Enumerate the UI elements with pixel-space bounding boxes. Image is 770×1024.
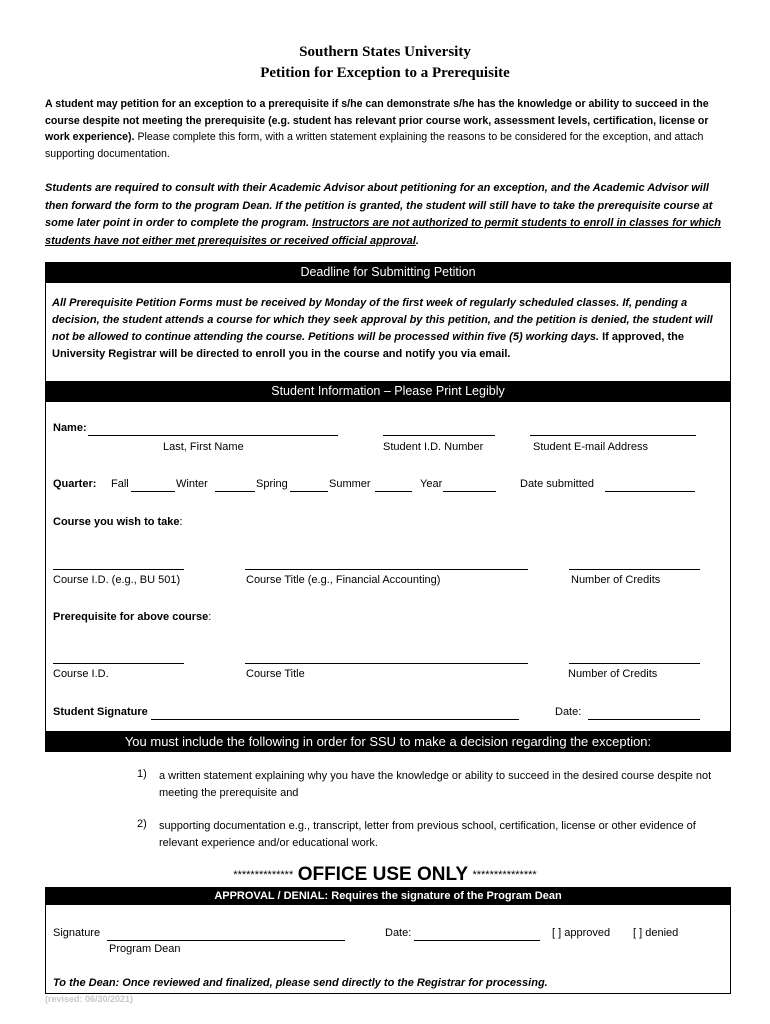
form-title: Petition for Exception to a Prerequisite [260, 65, 510, 81]
denied-checkbox[interactable]: [ ] denied [633, 927, 679, 939]
requirement-1-text: a written statement explaining why you have the knowledge or ability to succeed in the desired course despite not meeting the prerequisite and [159, 770, 712, 799]
deadline-italic: All Prerequisite Petition Forms must be received by Monday of the first week of regularly scheduled classes. If, pending a decision, the student attends a course for which they seek approval by this petition, and the petition is denied, the student will not be allowed to continue attending the course. Petitions will be processed within five (5) working days. [52, 297, 713, 343]
winter-field[interactable] [215, 479, 255, 492]
intro-plain-text: Please complete this form, with a written statement explaining the reasons to be considered for the exception, and attach supporting documentation. [45, 131, 704, 160]
year-label: Year [420, 478, 443, 490]
course-title-field[interactable] [245, 557, 528, 570]
deadline-bold: If approved, the University Registrar will be directed to enroll you in the course and notify you via email. [52, 331, 684, 360]
prereq-title-sublabel: Course Title [246, 668, 305, 680]
student-date-label: Date: [555, 706, 582, 718]
name-field[interactable] [88, 423, 338, 436]
requirement-2-text: supporting documentation e.g., transcript, letter from previous school, certification, license or other evidence of relevant experience and/or educational work. [159, 820, 696, 849]
quarter-label: Quarter: [53, 478, 97, 490]
course-id-sublabel: Course I.D. (e.g., BU 501) [53, 574, 181, 586]
approval-heading: APPROVAL / DENIAL: Requires the signature of the Program Dean [45, 887, 731, 905]
student-id-sublabel: Student I.D. Number [383, 441, 484, 453]
student-date-field[interactable] [588, 707, 700, 720]
winter-label: Winter [176, 478, 208, 490]
course-title-sublabel: Course Title (e.g., Financial Accounting) [246, 574, 441, 586]
dean-signature-field[interactable] [107, 928, 345, 941]
requirements-heading: You must include the following in order for SSU to make a decision regarding the exception: [45, 731, 731, 752]
deadline-text [52, 295, 724, 363]
approved-checkbox[interactable]: [ ] approved [552, 927, 611, 939]
fall-field[interactable] [131, 479, 175, 492]
prereq-label: Prerequisite for above course [53, 611, 209, 623]
prereq-credits-field[interactable] [569, 651, 700, 664]
prereq-heading [53, 611, 211, 623]
summer-field[interactable] [375, 479, 412, 492]
prereq-title-field[interactable] [245, 651, 528, 664]
prereq-colon: : [208, 611, 212, 623]
office-stars-right: *************** [472, 869, 537, 881]
name-sublabel: Last, First Name [163, 441, 244, 453]
prereq-id-field[interactable] [53, 651, 184, 664]
course-wish-label: Course you wish to take [53, 516, 180, 528]
date-submitted-field[interactable] [605, 479, 695, 492]
course-wish-heading [53, 516, 183, 528]
university-name: Southern States University [299, 44, 471, 60]
advisor-note-text: Students are required to consult with their Academic Advisor about petitioning for an exception, and the Academic Advisor will then forward the form to the program Dean. If the petition is granted, the student will still have to take the prerequisite course at some later point in order to complete the program. [45, 182, 713, 229]
office-use-title [0, 864, 770, 886]
course-credits-field[interactable] [569, 557, 700, 570]
prereq-credits-sublabel: Number of Credits [568, 668, 658, 680]
deadline-heading: Deadline for Submitting Petition [45, 262, 731, 283]
advisor-note [45, 180, 725, 250]
date-submitted-label: Date submitted [520, 478, 594, 490]
dean-signature-label: Signature [53, 927, 101, 939]
dean-date-field[interactable] [414, 928, 540, 941]
dean-date-label: Date: [385, 927, 412, 939]
student-id-field[interactable] [383, 423, 495, 436]
office-use-text: OFFICE USE ONLY [297, 864, 469, 885]
dean-signature-sublabel: Program Dean [109, 943, 181, 955]
summer-label: Summer [329, 478, 371, 490]
fall-label: Fall [111, 478, 129, 490]
dean-note: To the Dean: Once reviewed and finalized, please send directly to the Registrar for processing. [53, 977, 548, 989]
intro-paragraph [45, 96, 725, 162]
course-credits-sublabel: Number of Credits [571, 574, 661, 586]
student-signature-field[interactable] [151, 707, 519, 720]
course-wish-colon: : [179, 516, 183, 528]
office-stars-left: ************** [233, 869, 294, 881]
advisor-note-underlined: Instructors are not authorized to permit students to enroll in classes for which students have not either met prerequisites or received official approval [45, 217, 721, 247]
year-field[interactable] [443, 479, 496, 492]
intro-bold-text: A student may petition for an exception to a prerequisite if s/he can demonstrate s/he has the knowledge or ability to succeed in the course despite not meeting the prerequisite (e.g. student has relevant prior course work, assessment levels, certification, license or work experience). [45, 98, 709, 143]
advisor-note-end: . [415, 234, 419, 247]
name-label: Name: [53, 422, 87, 434]
revised-date: (revised: 06/30/2021) [45, 994, 134, 1004]
spring-field[interactable] [290, 479, 328, 492]
course-id-field[interactable] [53, 557, 184, 570]
student-email-sublabel: Student E-mail Address [533, 441, 648, 453]
student-signature-label: Student Signature [53, 706, 148, 718]
prereq-id-sublabel: Course I.D. [53, 668, 109, 680]
requirement-2-number: 2) [137, 818, 147, 830]
student-email-field[interactable] [530, 423, 696, 436]
requirement-1-number: 1) [137, 768, 147, 780]
spring-label: Spring [256, 478, 288, 490]
student-info-heading: Student Information – Please Print Legibly [45, 381, 731, 402]
